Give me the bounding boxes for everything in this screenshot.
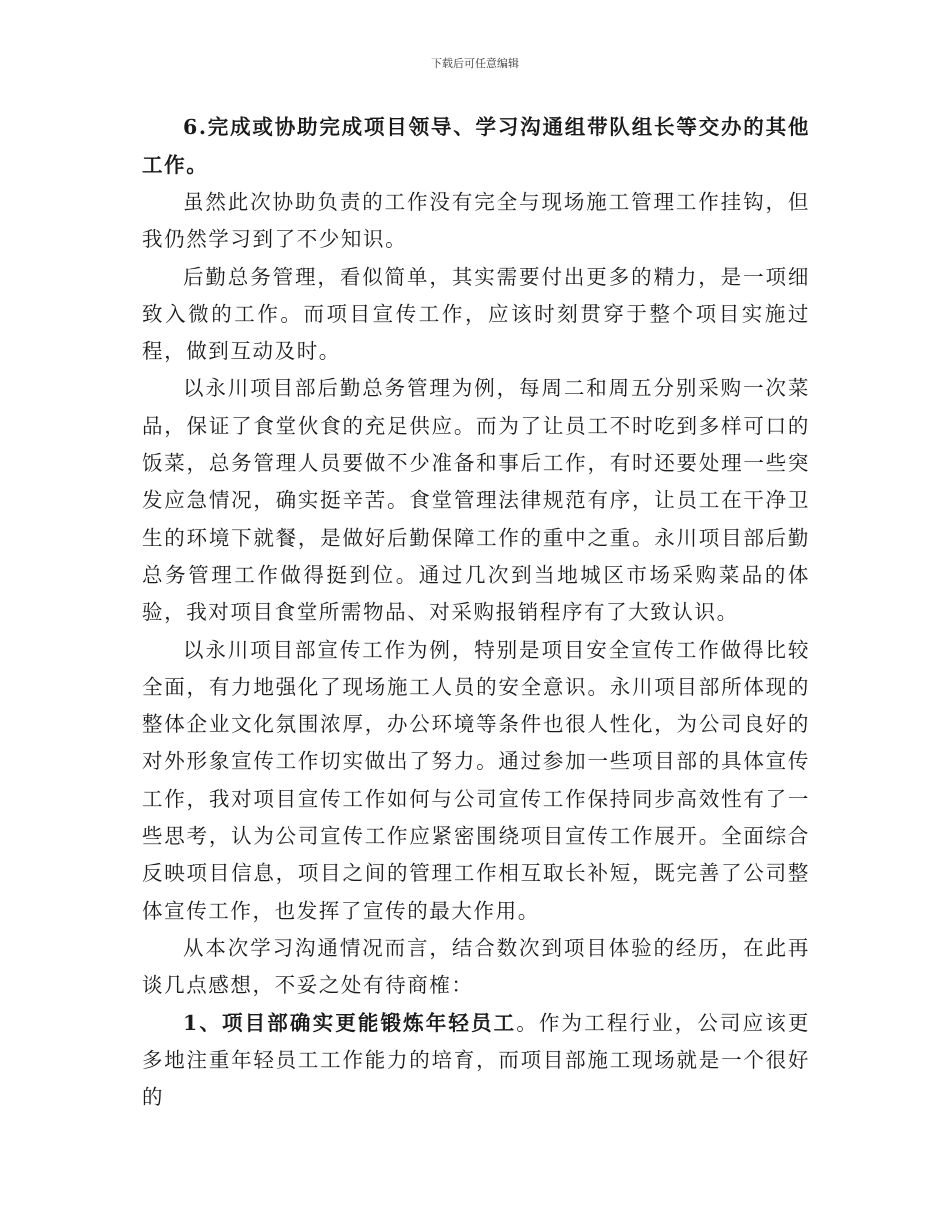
paragraph-5: 从本次学习沟通情况而言，结合数次到项目体验的经历，在此再谈几点感想，不妥之处有待商榷： <box>142 935 810 998</box>
page-header: 下载后可任意编辑 <box>431 57 519 70</box>
paragraph-6 <box>142 1005 810 1117</box>
paragraph-4: 以永川项目部宣传工作为例，特别是项目安全宣传工作做得比较全面，有力地强化了现场施工人员的安全意识。永川项目部所体现的整体企业文化氛围浓厚，办公环境等条件也很人性化，为公司良好的对外形象宣传工作切实做出了努力。通过参加一些项目部的具体宣传工作，我对项目宣传工作如何与公司宣传工作保持同步高效性有了一些思考，认为公司宣传工作应紧密围绕项目宣传工作展开。全面综合反映项目信息，项目之间的管理工作相互取长补短，既完善了公司整体宣传工作，也发挥了宣传的最大作用。 <box>142 637 810 923</box>
point-1-title: 1、项目部确实更能锻炼年轻员工 <box>183 1010 517 1035</box>
paragraph-2: 后勤总务管理，看似简单，其实需要付出更多的精力，是一项细致入微的工作。而项目宣传工作，应该时刻贯穿于整个项目实施过程，做到互动及时。 <box>142 264 810 364</box>
section-heading: 6.完成或协助完成项目领导、学习沟通组带队组长等交办的其他工作。 <box>142 115 810 177</box>
document-body <box>142 108 810 1116</box>
point-1-text: 。作为工程行业，公司应该更多地注重年轻员工工作能力的培育，而项目部施工现场就是一个很好的 <box>142 1010 810 1110</box>
paragraph-3: 以永川项目部后勤总务管理为例，每周二和周五分别采购一次菜品，保证了食堂伙食的充足供应。而为了让员工不时吃到多样可口的饭菜，总务管理人员要做不少准备和事后工作，有时还要处理一些突发应急情况，确实挺辛苦。食堂管理法律规范有序，让员工在干净卫生的环境下就餐，是做好后勤保障工作的重中之重。永川项目部后勤总务管理工作做得挺到位。通过几次到当地城区市场采购菜品的体验，我对项目食堂所需物品、对采购报销程序有了大致认识。 <box>142 376 810 625</box>
paragraph-1: 虽然此次协助负责的工作没有完全与现场施工管理工作挂钩，但我仍然学习到了不少知识。 <box>142 190 810 252</box>
